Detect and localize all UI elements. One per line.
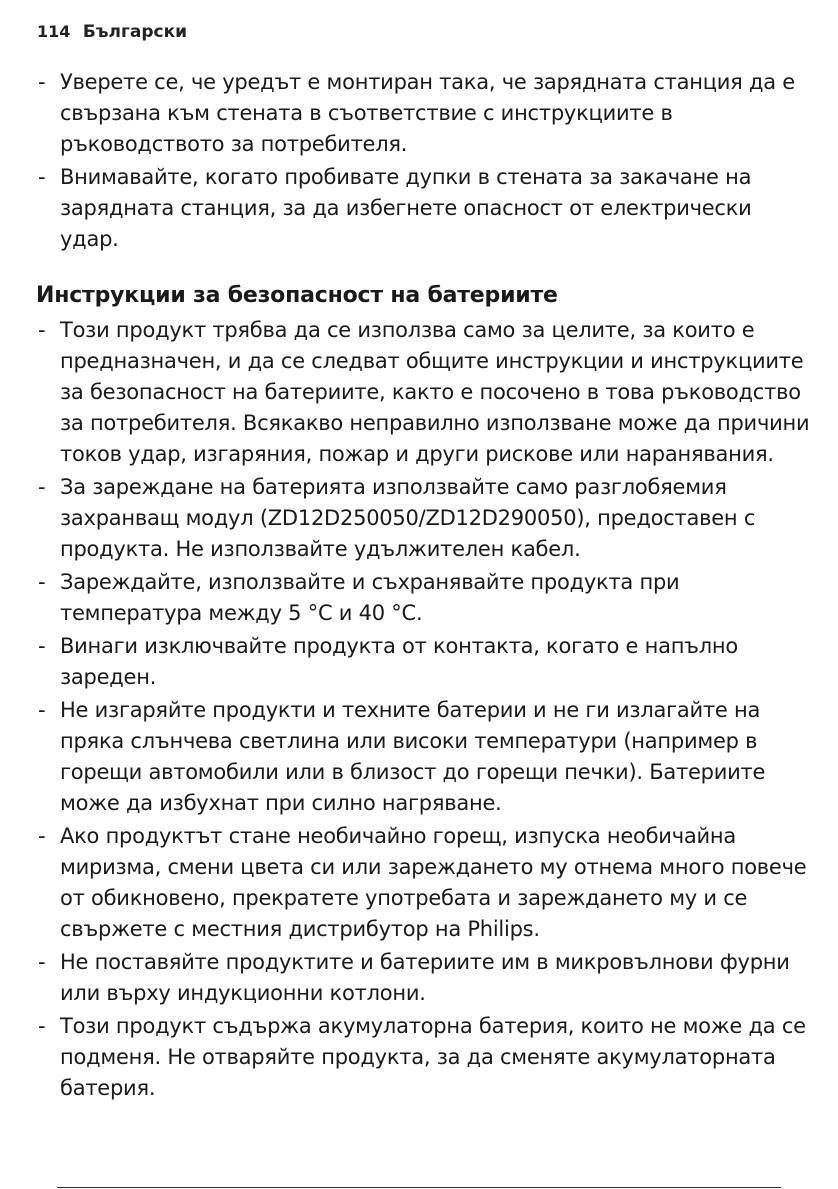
bullet-dash: -: [38, 165, 46, 189]
list-item-text: Уверете се, че уредът е монтиран така, че зарядната станция да е свързана към стената в съответствие с инструкциите в ръководството за потребителя.: [60, 70, 795, 156]
bullet-dash: -: [38, 318, 46, 342]
list-item-text: Ако продуктът стане необичайно горещ, изпуска необичайна миризма, смени цвета си или зареждането му отнема много повече от обикновено, прекратете употребата и зареждането му и се свържете с местния дистрибутор на Philips.: [60, 824, 807, 941]
list-item: [36, 162, 816, 255]
bottom-divider: [57, 1187, 781, 1188]
list-item: [36, 1011, 816, 1104]
list-item: [36, 821, 816, 945]
bullet-dash: -: [38, 950, 46, 974]
list-item: [36, 472, 816, 565]
bullet-dash: -: [38, 475, 46, 499]
intro-bullet-list: [36, 67, 816, 255]
list-item-text: Този продукт трябва да се използва само за целите, за които е предназначен, и да се следват общите инструкции и инструкциите за безопасност на батериите, както е посочено в това ръководство за потребителя. Всякакво неправилно използване може да причини токов удар, изгаряния, пожар и други рискове или наранявания.: [60, 318, 810, 466]
list-item-text: Винаги изключвайте продукта от контакта, когато е напълно зареден.: [60, 634, 739, 689]
list-item: [36, 315, 816, 470]
section-heading-battery-safety: Инструкции за безопасност на батериите: [36, 283, 558, 308]
battery-safety-bullet-list: [36, 315, 816, 1104]
page-language: Български: [82, 22, 188, 42]
list-item-text: Този продукт съдържа акумулаторна батерия, които не може да се подменя. Не отваряйте продукта, за да сменяте акумулаторната батерия.: [60, 1014, 806, 1100]
list-item: [36, 631, 816, 693]
bullet-dash: -: [38, 1014, 46, 1038]
list-item-text: Не поставяйте продуктите и батериите им в микровълнови фурни или върху индукционни котлони.: [60, 950, 790, 1005]
list-item-text: Внимавайте, когато пробивате дупки в стената за закачане на зарядната станция, за да избегнете опасност от електрически удар.: [60, 165, 752, 251]
page-number: 114: [37, 22, 71, 41]
list-item: [36, 567, 816, 629]
bullet-dash: -: [38, 70, 46, 94]
list-item-text: Не изгаряйте продукти и техните батерии и не ги излагайте на пряка слънчева светлина или високи температури (например в горещи автомобили или в близост до горещи печки). Батериите може да избухнат при силно нагряване.: [60, 698, 766, 815]
bullet-dash: -: [38, 698, 46, 722]
page-content: [36, 67, 816, 1106]
list-item: [36, 67, 816, 160]
bullet-dash: -: [38, 824, 46, 848]
list-item-text: Зареждайте, използвайте и съхранявайте продукта при температура между 5 °C и 40 °C.: [60, 570, 680, 625]
list-item-text: За зареждане на батерията използвайте само разглобяемия захранващ модул (ZD12D250050/ZD12D290050), предоставен с продукта. Не използвайте удължителен кабел.: [60, 475, 756, 561]
bullet-dash: -: [38, 634, 46, 658]
bullet-dash: -: [38, 570, 46, 594]
list-item: [36, 947, 816, 1009]
page-header: [37, 20, 187, 44]
list-item: [36, 695, 816, 819]
